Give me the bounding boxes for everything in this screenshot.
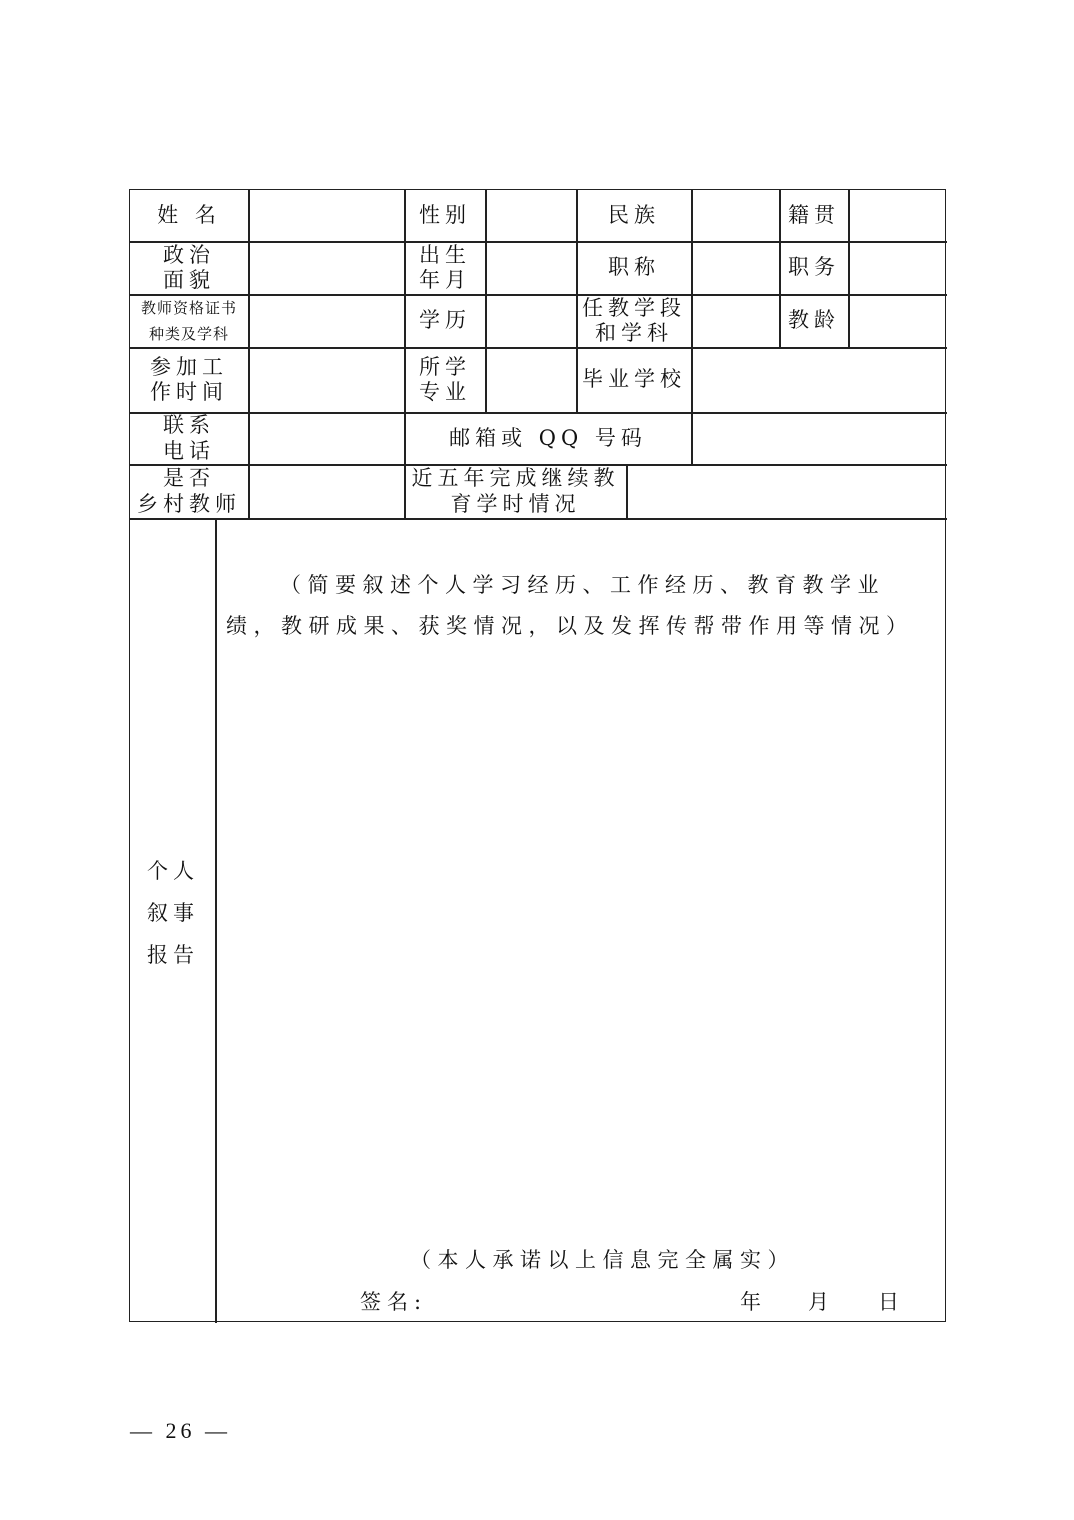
teaching-stage-subject-field[interactable]	[692, 295, 779, 347]
ethnicity-label: 民族	[608, 202, 660, 227]
major-field[interactable]	[486, 348, 576, 412]
work-start-label: 参加工 作时间	[150, 354, 228, 404]
teaching-years-label: 教龄	[788, 308, 840, 333]
continuing-education-field[interactable]	[627, 465, 946, 518]
rural-teacher-field[interactable]	[249, 465, 404, 518]
gender-field[interactable]	[486, 190, 576, 241]
application-form-table	[129, 189, 946, 1322]
email-qq-field[interactable]	[692, 413, 946, 464]
professional-title-field[interactable]	[692, 242, 779, 294]
education-label: 学历	[419, 308, 471, 333]
graduate-school-field[interactable]	[692, 348, 946, 412]
date-day-label: 日	[878, 1290, 899, 1314]
teacher-certificate-label: 教师资格证书 种类及学科	[140, 298, 237, 343]
narrative-report-label: 个人 叙事 报告	[147, 859, 199, 967]
date-year-label: 年	[740, 1290, 761, 1314]
ethnicity-field[interactable]	[692, 190, 779, 241]
rural-teacher-label: 是否 乡村教师	[137, 466, 241, 516]
education-field[interactable]	[486, 295, 576, 347]
teaching-stage-subject-label: 任教学段 和学科	[582, 295, 686, 345]
date-month-label: 月	[808, 1290, 829, 1314]
narrative-instructions: （简要叙述个人学习经历、工作经历、教育教学业绩，教研成果、获奖情况，以及发挥传帮带作用等情况）	[226, 573, 914, 638]
pledge-text: （本人承诺以上信息完全属实）	[410, 1248, 795, 1272]
position-label: 职务	[788, 255, 840, 280]
graduate-school-label: 毕业学校	[582, 367, 686, 392]
professional-title-label: 职称	[608, 255, 660, 280]
gender-label: 性别	[419, 202, 471, 227]
political-status-field[interactable]	[249, 242, 404, 294]
major-label: 所学 专业	[419, 354, 471, 404]
birth-date-field[interactable]	[486, 242, 576, 294]
continuing-education-label: 近五年完成继续教 育学时情况	[411, 466, 620, 516]
work-start-field[interactable]	[249, 348, 404, 412]
phone-field[interactable]	[249, 413, 404, 464]
teacher-certificate-field[interactable]	[249, 295, 404, 347]
row-divider	[130, 518, 947, 520]
birth-date-label: 出生 年月	[419, 242, 471, 292]
native-place-label: 籍贯	[788, 202, 840, 227]
phone-label: 联系 电话	[163, 413, 215, 463]
political-status-label: 政治 面貌	[163, 242, 215, 292]
native-place-field[interactable]	[849, 190, 946, 241]
teaching-years-field[interactable]	[849, 295, 946, 347]
name-field[interactable]	[249, 190, 404, 241]
signature-label: 签名:	[360, 1290, 428, 1314]
page-number: — 26 —	[130, 1418, 231, 1443]
name-label: 姓 名	[157, 202, 221, 227]
position-field[interactable]	[849, 242, 946, 294]
email-qq-label: 邮箱或 QQ 号码	[449, 425, 647, 450]
